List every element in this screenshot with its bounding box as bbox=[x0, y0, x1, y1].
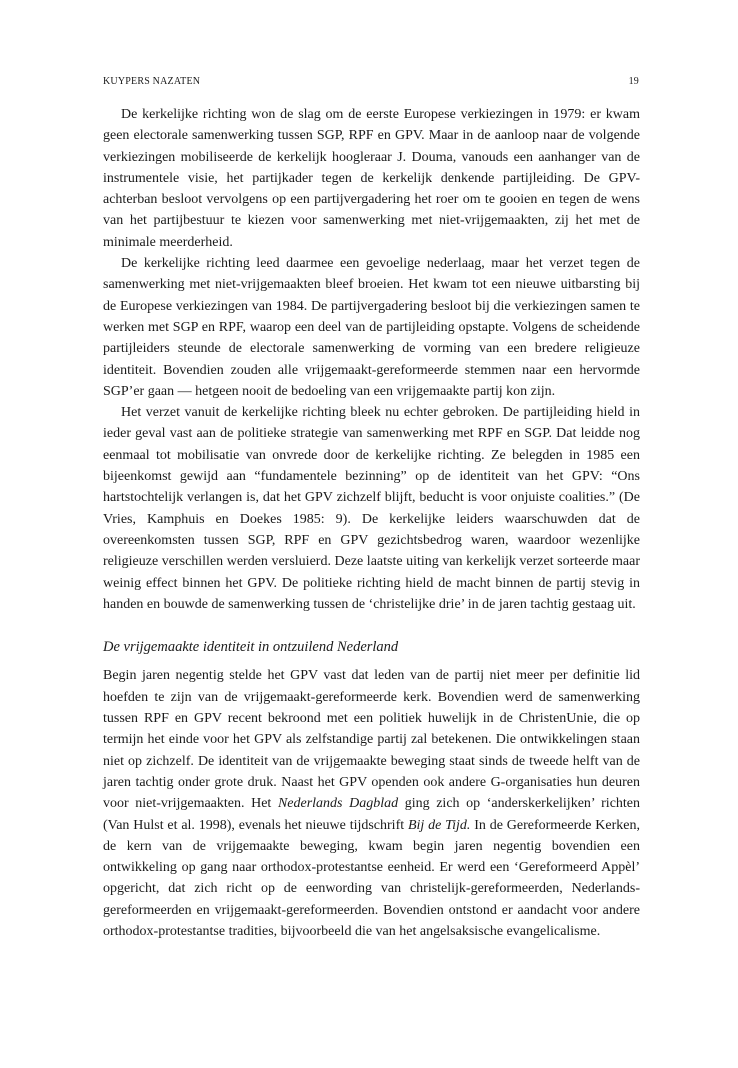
magazine-title: Bij de Tijd. bbox=[407, 817, 471, 833]
section-heading: De vrijgemaakte identiteit in ontzuilend Nederland bbox=[103, 639, 399, 656]
running-header bbox=[103, 76, 639, 92]
paragraph-1: De kerkelijke richting won de slag om de eerste Europese verkiezingen in 1979: er kwam geen electorale samenwerking tussen SGP, RPF en GPV. Maar in de aanloop naar de volgende verkiezingen mobiliseerde de kerkelijk hoogleraar J. Douma, vanouds een aanhanger van de instrumentele visie, het partijkader tegen de kerkelijk denkende partijleiding. De GPV-achterban besloot vervolgens op een partijvergadering het roer om te gooien en tegen de wens van het partijbestuur te kiezen voor samenwerking met niet-vrijgemaakten, zij het met de minimale meerderheid. bbox=[103, 107, 640, 250]
paragraph-4-part-a: Begin jaren negentig stelde het GPV vast dat leden van de partij niet meer per definitie lid hoefden te zijn van de vrijgemaakt-gereformeerde kerk. Bovendien werd de samenwerking tussen RPF en GPV recent bekroond met een politiek huwelijk in de ChristenUnie, die op termijn het einde voor het GPV als zelfstandige partij zal betekenen. Die ontwikkelingen staan niet op zichzelf. De identiteit van de vrijgemaakte beweging staat sinds de tweede helft van de jaren tachtig onder grote druk. Naast het GPV openden ook andere G-organisaties hun deuren voor niet-vrijgemaakten. Het bbox=[103, 668, 640, 812]
paragraph-4-part-b: ging zich op ‘anderskerkelijken’ richten (Van Hulst et al. 1998), evenals het nieuwe tijdschrift bbox=[103, 796, 641, 833]
paragraph-3: Het verzet vanuit de kerkelijke richting bleek nu echter gebroken. De partijleiding hield in ieder geval vast aan de politieke strategie van samenwerking met RPF en SGP. Dat leidde nog eenmaal tot mobilisatie van onvrede door de kerkelijke richting. Ze belegden in 1985 een bijeenkomst gewijd aan “fundamentele bezinning” op de identiteit van het GPV: “Ons hartstochtelijk verlangen is, dat het GPV zichzelf blijft, beducht is voor onjuiste coalities.” (De Vries, Kamphuis en Doekes 1985: 9). De kerkelijke leiders waarschuwden dat de overeenkomsten tussen SGP, RPF en GPV gezichtsbedrog waren, waardoor wezenlijke religieuze verschillen werden versluierd. Deze laatste uiting van kerkelijk verzet sorteerde maar weinig effect binnen het GPV. De politieke richting hield de macht binnen de partij stevig in handen en bouwde de samenwerking tussen de ‘christelijke drie’ in de jaren tachtig gestaag uit. bbox=[103, 405, 640, 612]
running-title: KUYPERS NAZATEN bbox=[103, 76, 201, 87]
paragraph-4-part-c: In de Gereformeerde Kerken, de kern van de vrijgemaakte beweging, kwam begin jaren negentig bovendien een ontwikkeling op gang naar orthodox-protestantse eenheid. Er werd een ‘Gereformeerd Appèl’ opgericht, dat zich richt op de eenwording van christelijk-gereformeerden, Nederlands-gereformeerden en vrijgemaakt-gereformeerden. Bovendien ontstond er aandacht voor andere orthodox-protestantse tradities, bijvoorbeeld die van het angelsaksische evangelicalisme. bbox=[103, 817, 641, 939]
body-text bbox=[103, 104, 640, 942]
paragraph-4 bbox=[103, 665, 640, 942]
page-number: 19 bbox=[628, 76, 639, 87]
paragraph-2: De kerkelijke richting leed daarmee een gevoelige nederlaag, maar het verzet tegen de samenwerking met niet-vrijgemaakten bleef broeien. Het kwam tot een nieuwe uitbarsting bij de Europese verkiezingen van 1984. De partijvergadering besloot bij die verkiezingen samen te werken met SGP en RPF, waarop een deel van de partijleiding opstapte. Volgens de scheidende partijleiders steunde de electorale samenwerking de vorming van een bredere religieuze identiteit. Bovendien zouden alle vrijgemaakt-gereformeerde stemmen naar een hervormde SGP’er gaan — hetgeen nooit de bedoeling van een vrijgemaakte partij kon zijn. bbox=[103, 256, 640, 399]
newspaper-title: Nederlands Dagblad bbox=[277, 796, 399, 812]
